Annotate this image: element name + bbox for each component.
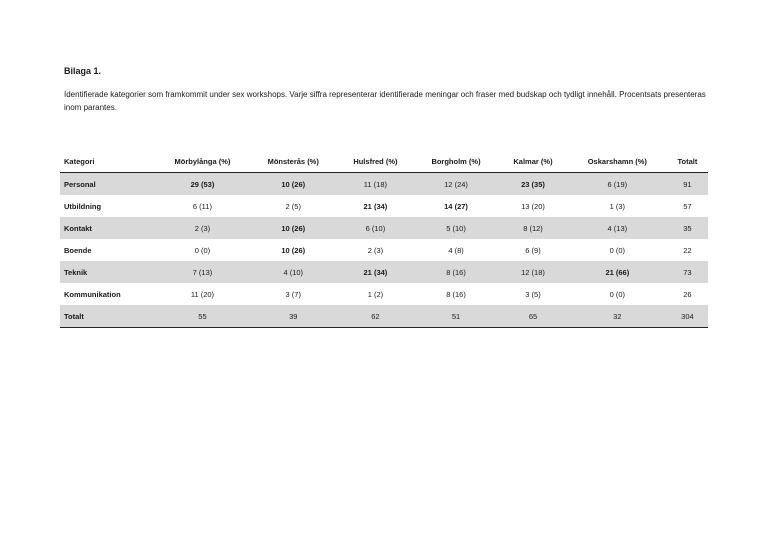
table-cell: 21 (66) — [568, 261, 667, 283]
row-category-cell: Personal — [60, 173, 155, 196]
table-cell: 29 (53) — [155, 173, 249, 196]
table-row — [60, 217, 708, 239]
table-cell: 1 (2) — [367, 289, 384, 299]
table-cell: 6 (19) — [568, 173, 667, 196]
table-cell: 39 — [250, 305, 337, 328]
table-cell: 304 — [667, 305, 708, 328]
header-hulsfred: Hulsfred (%) — [337, 150, 414, 173]
table-cell: 57 — [683, 201, 692, 211]
header-morbylanga: Mörbylånga (%) — [155, 150, 249, 173]
table-cell: 14 (27) — [444, 201, 468, 211]
table-cell: 6 (11) — [192, 201, 212, 211]
table-cell: 5 (10) — [414, 217, 498, 239]
table-cell: 62 — [337, 305, 414, 328]
table-cell: 4 (10) — [250, 261, 337, 283]
table-cell: 0 (0) — [194, 245, 211, 255]
table-cell: 26 — [683, 289, 692, 299]
table-cell: 12 (18) — [498, 261, 568, 283]
table-row — [60, 261, 708, 283]
header-borgholm: Borgholm (%) — [414, 150, 498, 173]
table-row — [60, 239, 708, 261]
row-category-cell: Utbildning — [64, 201, 102, 211]
table-cell: 55 — [155, 305, 249, 328]
table-cell: 8 (12) — [498, 217, 568, 239]
table-cell: 35 — [667, 217, 708, 239]
table-cell: 7 (13) — [155, 261, 249, 283]
table-row — [60, 195, 708, 217]
table-cell: 3 (5) — [525, 289, 541, 299]
header-monsteras: Mönsterås (%) — [250, 150, 337, 173]
header-kategori: Kategori — [60, 150, 155, 173]
header-totalt: Totalt — [667, 150, 708, 173]
table-cell: 21 (34) — [363, 201, 388, 211]
table-cell: 8 (16) — [446, 289, 466, 299]
row-category-cell: Totalt — [60, 305, 155, 328]
row-category-cell: Boende — [64, 245, 92, 255]
table-row — [60, 283, 708, 305]
table-cell: 2 (3) — [155, 217, 249, 239]
table-cell: 0 (0) — [609, 245, 626, 255]
table-cell: 4 (13) — [568, 217, 667, 239]
table-cell: 10 (26) — [281, 245, 306, 255]
table-cell: 11 (18) — [337, 173, 414, 196]
table-cell: 4 (8) — [448, 245, 464, 255]
header-kalmar: Kalmar (%) — [498, 150, 568, 173]
table-cell: 11 (20) — [190, 289, 215, 299]
table-cell: 2 (3) — [367, 245, 384, 255]
table-header-row — [60, 150, 708, 173]
row-category-cell: Teknik — [60, 261, 155, 283]
table-cell: 91 — [667, 173, 708, 196]
table-cell: 3 (7) — [285, 289, 301, 299]
table-cell: 1 (3) — [609, 201, 626, 211]
table-cell: 10 (26) — [250, 217, 337, 239]
table-cell: 6 (9) — [525, 245, 541, 255]
table-cell: 8 (16) — [414, 261, 498, 283]
table-cell: 23 (35) — [498, 173, 568, 196]
table-body — [60, 173, 708, 328]
table-row — [60, 173, 708, 196]
table-cell: 65 — [498, 305, 568, 328]
table-cell: 0 (0) — [609, 289, 626, 299]
table-cell: 10 (26) — [250, 173, 337, 196]
appendix-heading: Bilaga 1. — [64, 66, 102, 76]
table-cell: 6 (10) — [337, 217, 414, 239]
table-cell: 2 (5) — [285, 201, 301, 211]
category-table — [60, 150, 708, 328]
table-cell: 12 (24) — [414, 173, 498, 196]
row-category-cell: Kommunikation — [64, 289, 121, 299]
header-oskarshamn: Oskarshamn (%) — [568, 150, 667, 173]
table-cell: 32 — [568, 305, 667, 328]
row-category-cell: Kontakt — [60, 217, 155, 239]
intro-paragraph: Identifierade kategorier som framkommit under sex workshops. Varje siffra representerar identifierade meningar och fraser med budskap och tydligt innehåll. Procentsats presenteras inom parantes. — [64, 90, 706, 112]
table-row — [60, 305, 708, 328]
table-cell: 22 — [683, 245, 692, 255]
table-cell: 73 — [667, 261, 708, 283]
table-cell: 21 (34) — [337, 261, 414, 283]
table-cell: 51 — [414, 305, 498, 328]
table-cell: 13 (20) — [521, 201, 545, 211]
